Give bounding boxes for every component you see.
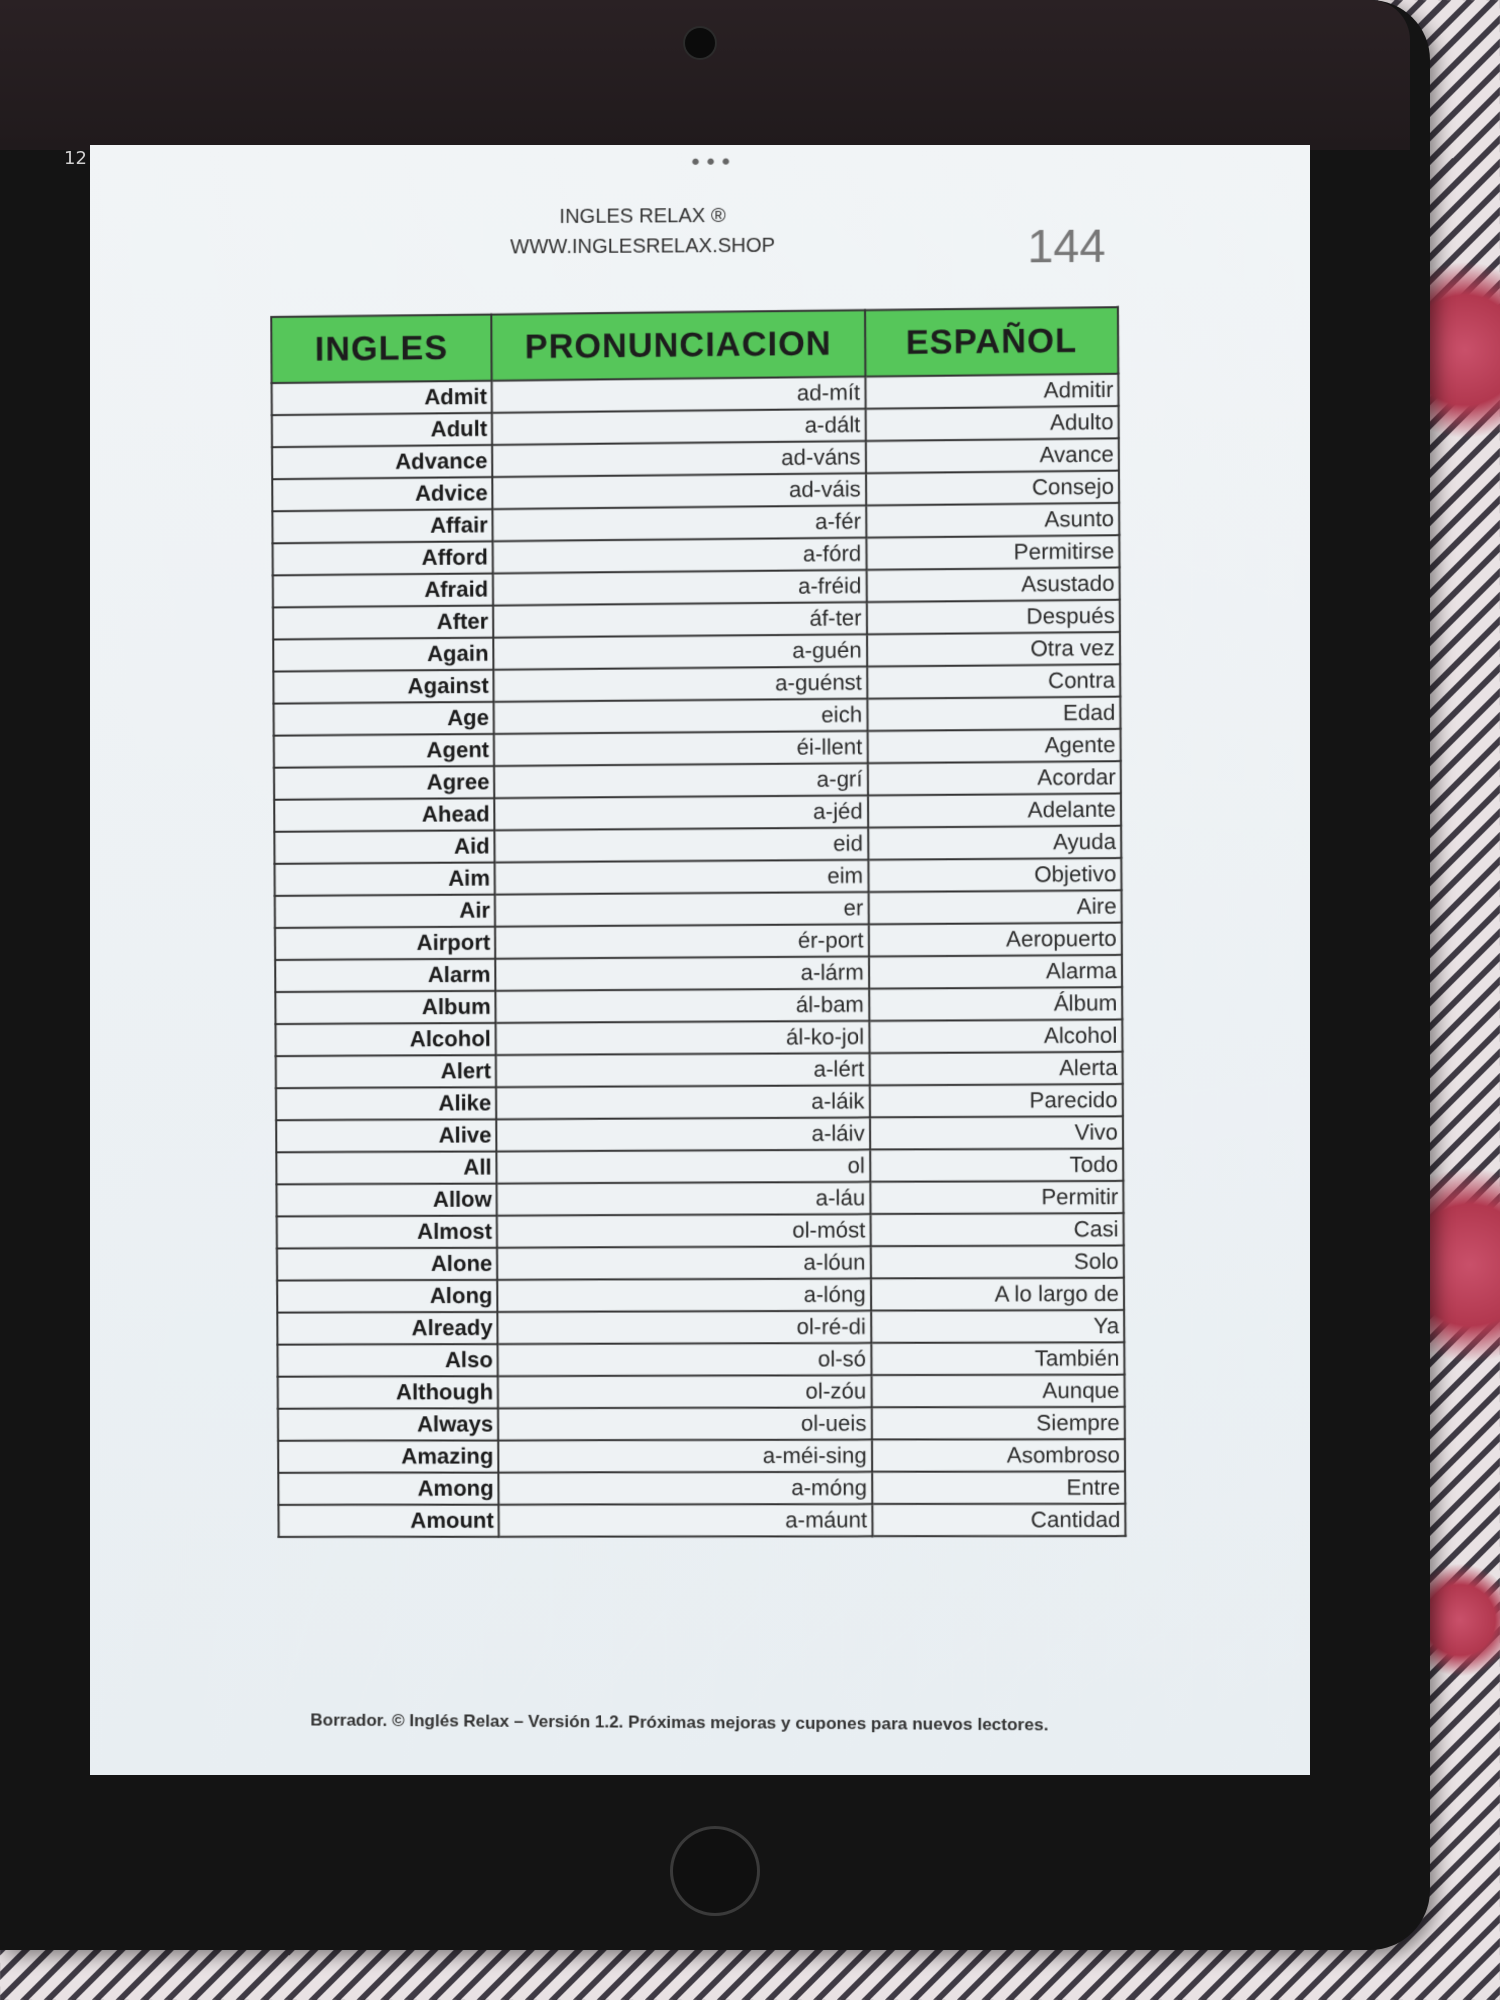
table-row [278,1342,1125,1376]
cell-english: Also [278,1344,499,1377]
cell-english: Alone [277,1248,498,1281]
cell-spanish: A lo largo de [871,1278,1124,1311]
cell-spanish: También [871,1342,1124,1375]
table-row [279,1504,1126,1537]
cell-english: Aim [275,862,496,896]
cell-spanish: Aeropuerto [868,923,1121,957]
table-row [276,1149,1123,1185]
cell-spanish: Asunto [866,503,1119,538]
table-row [278,1471,1125,1504]
table-body [272,374,1126,1537]
cell-spanish: Después [867,600,1120,635]
cell-spanish: Todo [870,1149,1123,1182]
cell-english: Admit [272,381,493,416]
table-row [278,1407,1125,1441]
table-row [277,1310,1124,1345]
cell-english: Along [277,1280,498,1313]
cell-english: Almost [277,1216,498,1249]
cell-english: Again [273,638,494,672]
cell-english: Agree [274,766,495,800]
column-header-espanol: ESPAÑOL [865,307,1119,376]
cell-english: Alert [276,1055,497,1088]
cell-spanish: Siempre [871,1407,1124,1440]
home-button[interactable] [670,1826,760,1916]
cell-english: Agent [274,734,495,768]
table-row [276,1116,1123,1152]
cell-spanish: Permitir [870,1181,1123,1214]
cell-pronunciation: a-láu [497,1182,870,1216]
cell-spanish: Álbum [869,987,1122,1021]
cell-pronunciation: a-fórd [493,538,866,574]
cell-english: Advice [272,477,493,511]
cell-english: Alive [276,1119,497,1152]
table-row [278,1375,1125,1409]
table-row [275,890,1122,928]
cell-spanish: Asustado [866,567,1119,602]
cell-english: Among [278,1472,499,1504]
table-row [275,987,1122,1024]
cell-spanish: Casi [870,1213,1123,1246]
column-header-ingles: INGLES [271,314,492,383]
cell-pronunciation: a-fér [493,505,866,541]
document-page [90,145,1310,1775]
cell-english: Afraid [273,573,494,607]
cell-english: Alcohol [276,1023,497,1056]
cell-spanish: Cantidad [872,1504,1125,1537]
cell-spanish: Otra vez [867,632,1120,666]
cell-spanish: Vivo [870,1116,1123,1149]
table-row [277,1245,1124,1280]
table-row [277,1181,1124,1217]
cell-pronunciation: ol [497,1150,870,1184]
cell-english: Affair [272,509,493,543]
cell-pronunciation: a-guén [494,634,867,669]
cell-spanish: Acordar [868,761,1121,795]
cell-english: Airport [275,927,496,960]
cell-english: Aid [274,830,495,864]
cell-spanish: Aunque [871,1375,1124,1408]
page-number: 144 [1027,219,1106,273]
cell-english: All [276,1151,497,1184]
cell-pronunciation: eich [494,699,867,734]
cell-spanish: Objetivo [868,858,1121,892]
cell-spanish: Entre [872,1471,1125,1504]
cell-english: Amount [279,1505,500,1537]
cell-spanish: Adelante [868,793,1121,827]
cell-pronunciation: ál-ko-jol [496,1021,869,1055]
cell-english: Advance [272,445,493,479]
cell-pronunciation: a-lért [496,1053,869,1087]
cell-pronunciation: eid [495,827,868,862]
cell-english: Adult [272,413,493,447]
cell-pronunciation: a-méi-sing [498,1440,871,1473]
page-header [471,200,814,262]
cell-pronunciation: a-móng [499,1472,872,1505]
table-row [277,1213,1124,1248]
status-bar-time: 12 [64,148,87,169]
cell-spanish: Solo [870,1245,1123,1278]
cell-english: After [273,605,494,639]
cell-pronunciation: a-láik [496,1085,869,1119]
table-row [275,923,1122,960]
cell-english: Already [277,1312,498,1345]
column-header-pronunciacion: PRONUNCIACION [492,310,866,381]
cell-spanish: Parecido [869,1084,1122,1117]
cell-pronunciation: a-lóng [497,1279,870,1312]
cell-english: Alarm [275,959,496,992]
cell-pronunciation: er [495,892,868,927]
cell-spanish: Asombroso [872,1439,1125,1472]
cell-english: Always [278,1408,499,1441]
cell-pronunciation: éi-llent [494,731,867,766]
vocabulary-table [270,306,1126,1538]
table-row [276,1084,1123,1120]
cell-english: Amazing [278,1440,499,1472]
table-row [276,1019,1123,1056]
cell-english: Album [275,991,496,1024]
cell-english: Age [274,702,495,736]
cell-spanish: Aire [868,890,1121,924]
cell-pronunciation: a-dált [492,409,865,445]
cell-pronunciation: a-lárm [496,956,869,990]
cell-spanish: Edad [867,697,1120,731]
cell-pronunciation: ol-só [498,1343,871,1376]
cell-pronunciation: ol-zóu [498,1375,871,1408]
front-camera [683,26,717,60]
multitasking-dots-icon[interactable]: ••• [688,150,735,176]
cell-pronunciation: a-lóun [497,1246,870,1279]
cell-spanish: Contra [867,664,1120,698]
website-url: WWW.INGLESRELAX.SHOP [510,234,776,259]
cell-pronunciation: a-grí [494,763,867,798]
cell-pronunciation: a-jéd [495,795,868,830]
cell-spanish: Consejo [866,471,1119,506]
cell-spanish: Avance [866,438,1119,473]
cell-pronunciation: ad-váis [493,473,866,509]
cell-spanish: Ayuda [868,826,1121,860]
brand-title: INGLES RELAX ® [559,204,726,229]
tablet-screen [90,145,1310,1775]
cell-pronunciation: ál-bam [496,989,869,1023]
cell-spanish: Admitir [865,374,1118,409]
cell-pronunciation: a-láiv [496,1117,869,1151]
table-row [275,955,1122,992]
cell-spanish: Ya [871,1310,1124,1343]
cell-english: Although [278,1376,499,1409]
cell-spanish: Alerta [869,1052,1122,1086]
cell-spanish: Permitirse [866,535,1119,570]
cell-pronunciation: ol-ueis [498,1407,871,1440]
cell-spanish: Agente [867,729,1120,763]
table-row [276,1052,1123,1089]
cell-english: Allow [277,1183,498,1216]
cell-pronunciation: ol-móst [497,1214,870,1248]
cell-english: Afford [273,541,494,575]
cell-spanish: Adulto [865,406,1118,441]
cell-pronunciation: a-máunt [499,1504,872,1537]
cell-pronunciation: áf-ter [493,602,866,638]
cell-pronunciation: eim [495,860,868,895]
cell-pronunciation: ér-port [495,924,868,958]
cell-english: Air [275,894,496,928]
table-row [277,1278,1124,1313]
cell-spanish: Alcohol [869,1019,1122,1053]
cell-english: Alike [276,1087,497,1120]
cell-spanish: Alarma [869,955,1122,989]
cell-pronunciation: ol-ré-di [498,1311,871,1344]
cell-english: Ahead [274,798,495,832]
table-row [278,1439,1125,1473]
tablet-top-bezel [0,0,1410,150]
cell-pronunciation: ad-mít [492,376,865,412]
cell-pronunciation: a-fréid [493,570,866,606]
cell-pronunciation: a-guénst [494,666,867,701]
page-footer: Borrador. © Inglés Relax – Versión 1.2. Próximas mejoras y cupones para nuevos lectores. [310,1710,1049,1735]
table-header-row [271,307,1118,383]
cell-english: Against [273,670,494,704]
cell-pronunciation: ad-váns [492,441,865,477]
